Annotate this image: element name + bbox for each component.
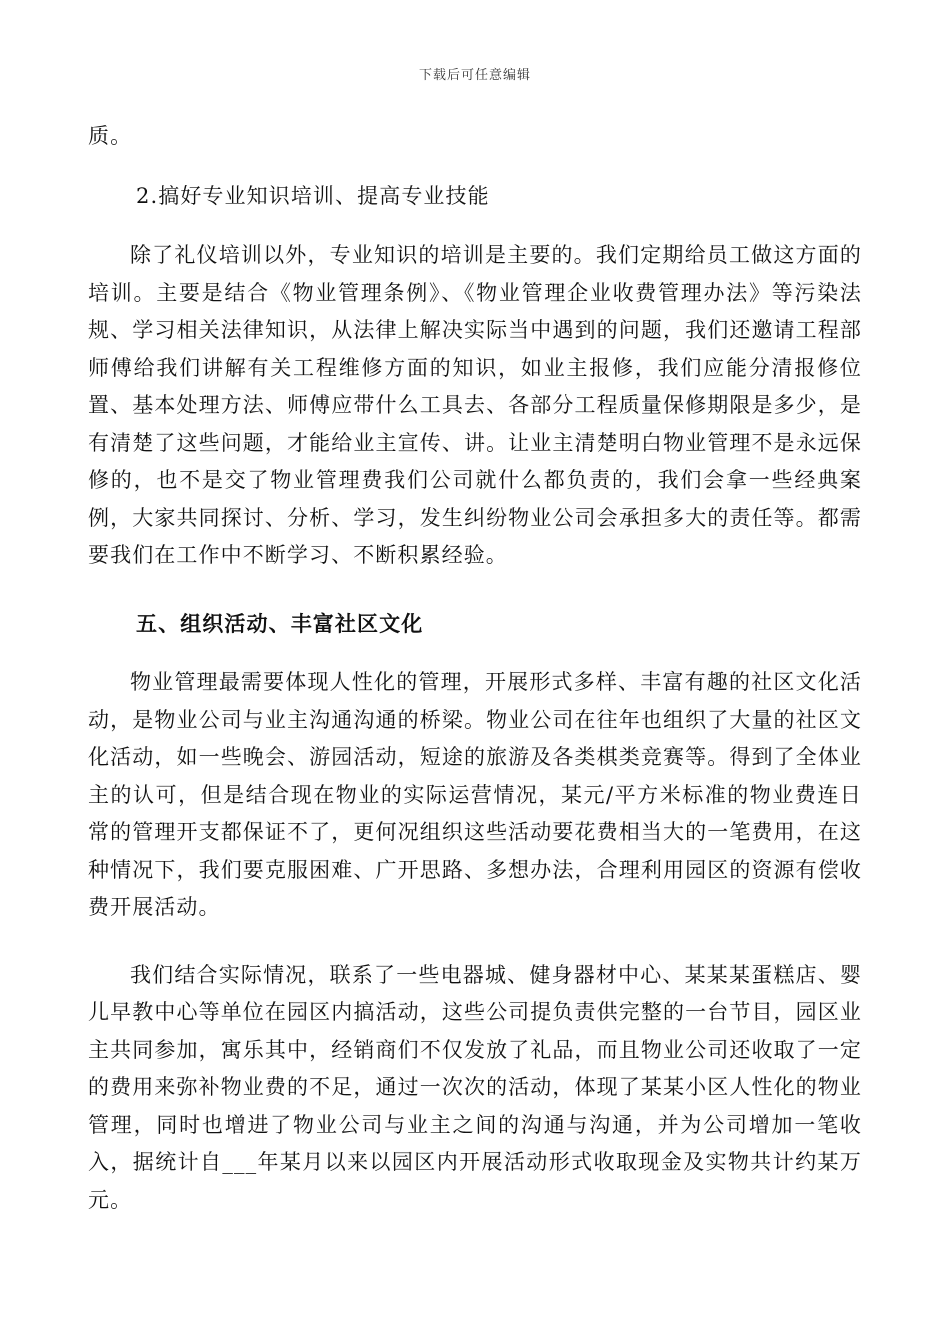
page-header: 下载后可任意编辑	[418, 68, 531, 83]
paragraph-professional-training: 除了礼仪培训以外，专业知识的培训是主要的。我们定期给员工做这方面的培训。主要是结合《物业管理条例》、《物业管理企业收费管理办法》等污染法规、学习相关法律知识，从法律上解决实际当中遇到的问题，我们还邀请工程部师傅给我们讲解有关工程维修方面的知识，如业主报修，我们应能分清报修位置、基本处理方法、师傅应带什么工具去、各部分工程质量保修期限是多少，是有清楚了这些问题，才能给业主宣传、讲。让业主清楚明白物业管理不是永远保修的，也不是交了物业管理费我们公司就什么都负责的，我们会拿一些经典案例，大家共同探讨、分析、学习，发生纠纷物业公司会承担多大的责任等。都需要我们在工作中不断学习、不断积累经验。	[88, 243, 862, 567]
subheading-training: 2.搞好专业知识培训、提高专业技能	[136, 183, 490, 208]
paragraph-continuation: 质。	[88, 124, 133, 148]
paragraph-paid-activities: 我们结合实际情况，联系了一些电器城、健身器材中心、某某某蛋糕店、婴儿早教中心等单位在园区内搞活动，这些公司提负责供完整的一台节目，园区业主共同参加，寓乐其中，经销商们不仅发放了礼品，而且物业公司还收取了一定的费用来弥补物业费的不足，通过一次次的活动，体现了某某小区人性化的物业管理，同时也增进了物业公司与业主之间的沟通与沟通，并为公司增加一笔收入，据统计自___年某月以来以园区内开展活动形式收取现金及实物共计约某万元。	[88, 962, 862, 1212]
document-body	[88, 118, 862, 1219]
section-heading-activities: 五、组织活动、丰富社区文化	[136, 610, 424, 636]
paragraph-community-culture: 物业管理最需要体现人性化的管理，开展形式多样、丰富有趣的社区文化活动，是物业公司与业主沟通沟通的桥梁。物业公司在往年也组织了大量的社区文化活动，如一些晚会、游园活动，短途的旅游及各类棋类竞赛等。得到了全体业主的认可，但是结合现在物业的实际运营情况，某元/平方米标准的物业费连日常的管理开支都保证不了，更何况组织这些活动要花费相当大的一笔费用，在这种情况下，我们要克服困难、广开思路、多想办法，合理利用园区的资源有偿收费开展活动。	[88, 670, 862, 919]
